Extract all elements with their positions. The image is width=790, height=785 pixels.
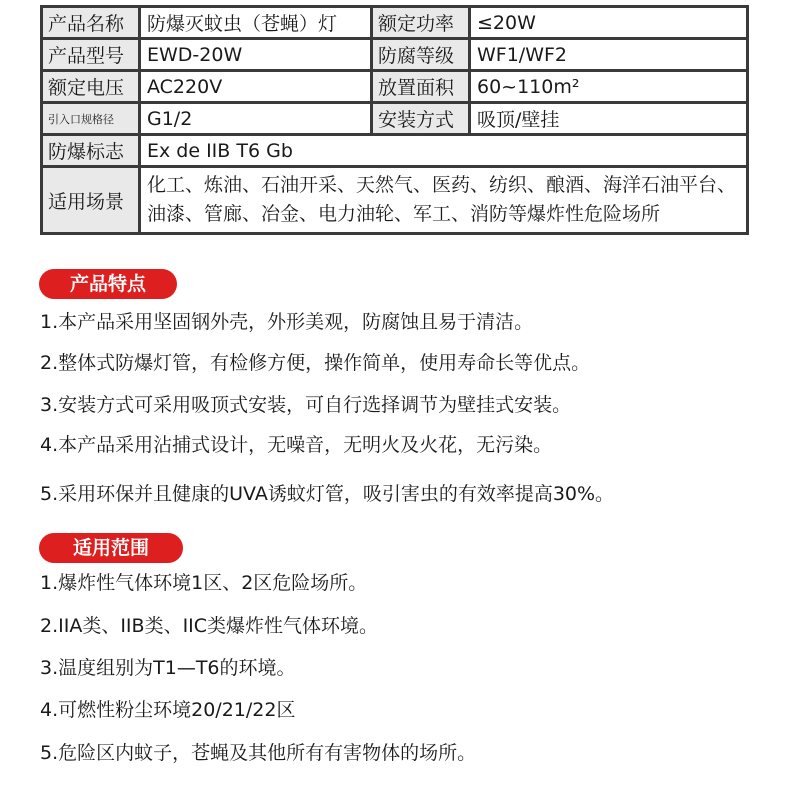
table-row: [43, 40, 746, 72]
spec-value: AC220V: [141, 72, 373, 104]
table-row: [43, 136, 746, 168]
spec-label: 安装方式: [373, 104, 471, 136]
list-item: 3.温度组别为T1—T6的环境。: [40, 657, 296, 679]
table-row: [43, 168, 746, 232]
spec-label: 防爆标志: [43, 136, 141, 168]
spec-value: Ex de IIB T6 Gb: [141, 136, 746, 168]
spec-label: 产品型号: [43, 40, 141, 72]
list-item: 2.整体式防爆灯管，有检修方便，操作简单，使用寿命长等优点。: [40, 352, 591, 374]
list-item: 4.可燃性粉尘环境20/21/22区: [40, 699, 296, 721]
list-item: 1.本产品采用坚固钢外壳，外形美观，防腐蚀且易于清洁。: [40, 311, 534, 333]
spec-label: 额定功率: [373, 8, 471, 40]
spec-value: 防爆灭蚊虫（苍蝇）灯: [141, 8, 373, 40]
spec-label: 引入口规格径: [43, 104, 141, 136]
spec-value: 吸顶/壁挂: [471, 104, 746, 136]
spec-value: 60~110m²: [471, 72, 746, 104]
spec-label: 防腐等级: [373, 40, 471, 72]
spec-value: EWD-20W: [141, 40, 373, 72]
table-row: [43, 72, 746, 104]
list-item: 3.安装方式可采用吸顶式安装，可自行选择调节为壁挂式安装。: [40, 394, 572, 416]
features-title-badge: 产品特点: [39, 269, 177, 299]
spec-label: 适用场景: [43, 168, 141, 232]
list-item: 2.IIA类、IIB类、IIC类爆炸性气体环境。: [40, 615, 379, 637]
spec-label: 产品名称: [43, 8, 141, 40]
list-item: 1.爆炸性气体环境1区、2区危险场所。: [40, 572, 368, 594]
spec-value: ≤20W: [471, 8, 746, 40]
spec-label: 额定电压: [43, 72, 141, 104]
table-row: [43, 8, 746, 40]
table-row: [43, 104, 746, 136]
spec-table: [40, 5, 749, 235]
spec-value: WF1/WF2: [471, 40, 746, 72]
spec-label: 放置面积: [373, 72, 471, 104]
spec-value: G1/2: [141, 104, 373, 136]
spec-value: 化工、炼油、石油开采、天然气、医药、纺织、酿酒、海洋石油平台、油漆、管廊、冶金、电力油轮、军工、消防等爆炸性危险场所: [147, 174, 737, 225]
list-item: 5.危险区内蚊子，苍蝇及其他所有有害物体的场所。: [40, 742, 477, 764]
list-item: 4.本产品采用沾捕式设计，无噪音，无明火及火花，无污染。: [40, 434, 553, 456]
list-item: 5.采用环保并且健康的UVA诱蚊灯管，吸引害虫的有效率提高30%。: [40, 483, 615, 505]
scope-title-badge: 适用范围: [39, 533, 183, 563]
